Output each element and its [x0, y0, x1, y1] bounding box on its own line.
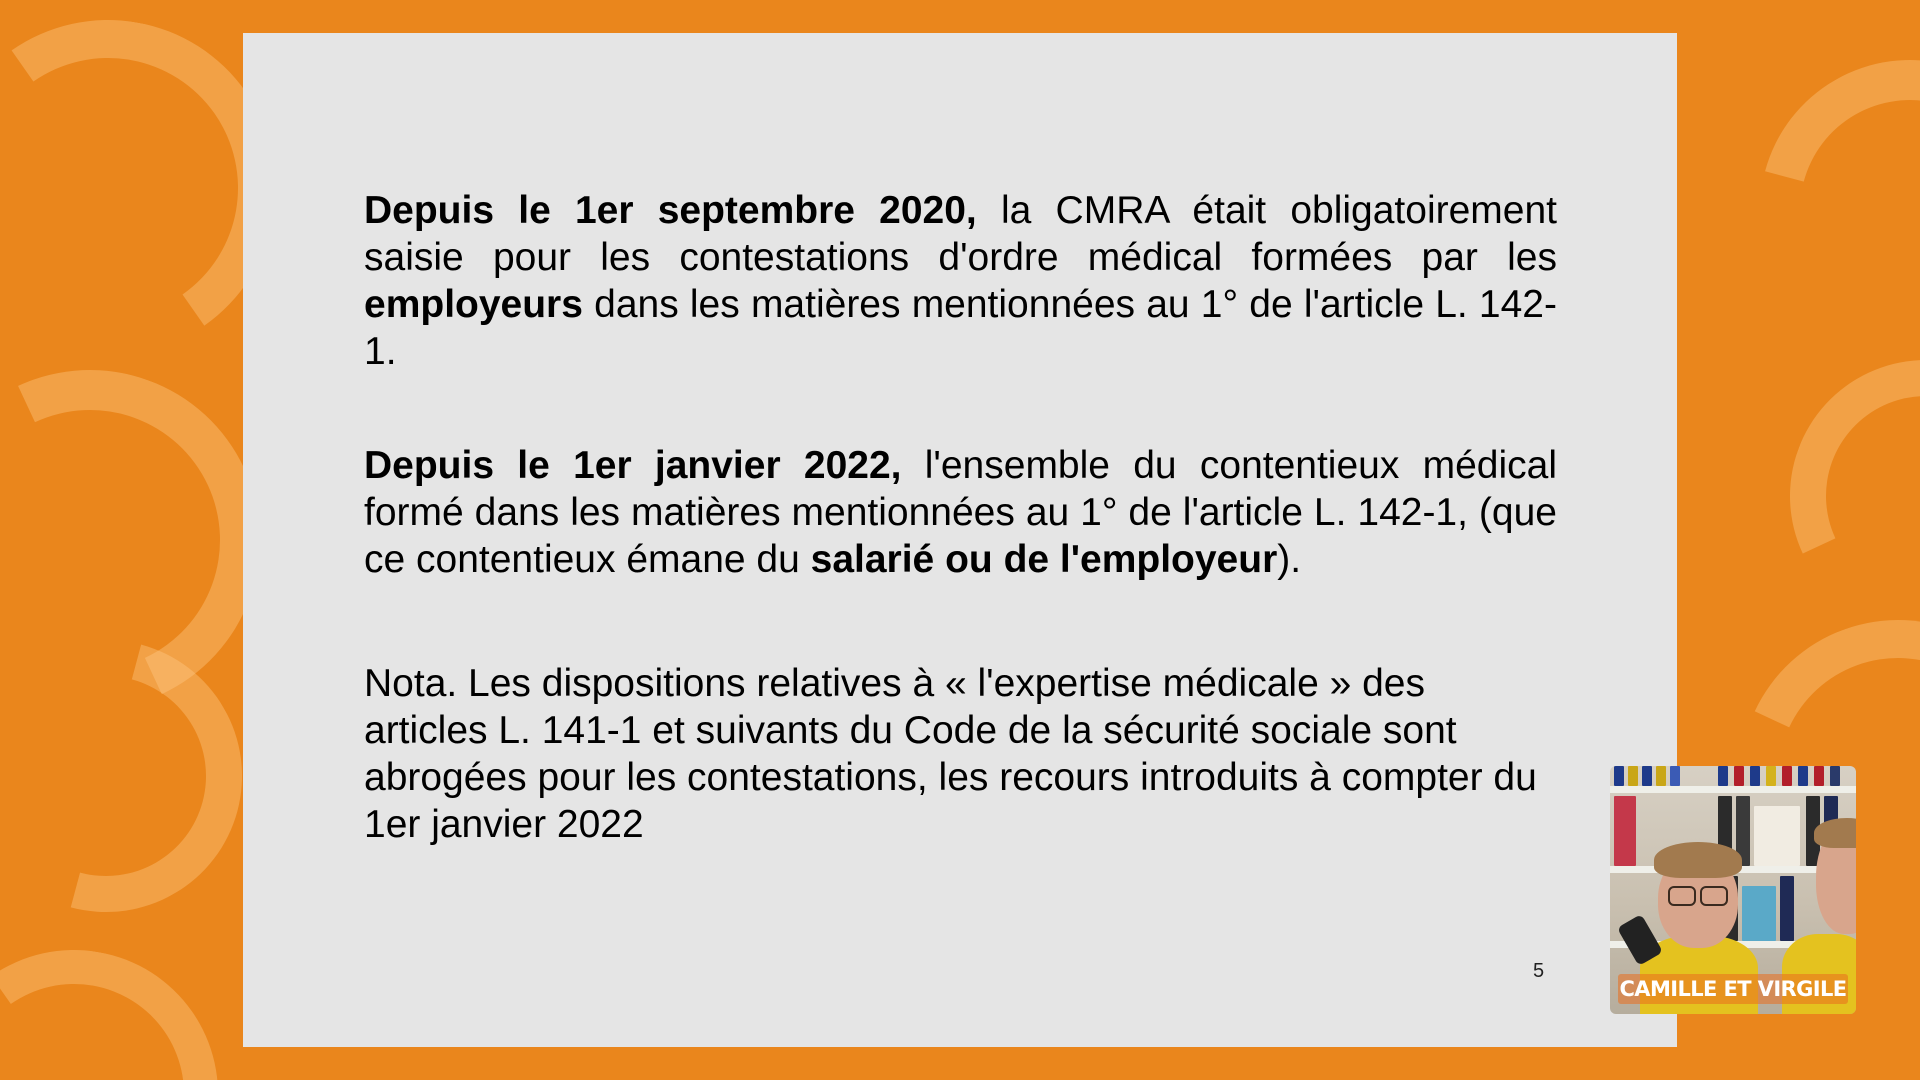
paragraph-1-bold-mid: employeurs [364, 283, 583, 326]
book [1814, 766, 1824, 786]
paragraph-2-bold-mid: salarié ou de l'employeur [810, 538, 1278, 581]
paragraph-cmra-2020 [364, 187, 1557, 375]
book [1718, 766, 1728, 786]
nota-paragraph: Nota. Les dispositions relatives à « l'expertise médicale » des articles L. 141-1 et suivants du Code de la sécurité sociale sont abrogées pour les contestations, les recours introduits à compter du 1er janvier 2022 [364, 662, 1537, 846]
paragraph-2-text-b: ). [1277, 538, 1302, 581]
presenter-left-hair [1654, 842, 1742, 878]
book [1614, 796, 1636, 866]
book [1798, 766, 1808, 786]
paragraph-1-bold-intro: Depuis le 1er septembre 2020, [364, 189, 977, 232]
presenter-left-glasses [1700, 886, 1728, 906]
paragraph-1-text-a: la CMRA était obligatoirement saisie pour les contestations d'ordre médical formées par les [364, 189, 1558, 279]
book [1782, 766, 1792, 786]
paragraph-1-text-b: dans les matières mentionnées au 1° de l'article L. 142-1. [364, 283, 1557, 373]
book [1742, 886, 1776, 941]
book [1614, 766, 1624, 786]
book [1656, 766, 1666, 786]
book [1766, 766, 1776, 786]
presentation-slide [243, 33, 1677, 1047]
paragraph-2-text-a: l'ensemble du contentieux médical formé dans les matières mentionnées au 1° de l'article L. 142-1, (que ce contentieux émane du [364, 444, 1557, 581]
paragraph-contentieux-2022 [364, 442, 1557, 583]
book [1754, 806, 1800, 866]
book [1642, 766, 1652, 786]
presenter-left-glasses [1668, 886, 1696, 906]
book [1628, 766, 1638, 786]
paragraph-2-bold-intro: Depuis le 1er janvier 2022, [364, 444, 902, 487]
webcam-name-label: CAMILLE ET VIRGILE [1618, 974, 1848, 1004]
background-arc-decoration [0, 927, 241, 1080]
background-arc-decoration [1705, 5, 1920, 415]
book [1670, 766, 1680, 786]
slide-page-number: 5 [1533, 960, 1545, 982]
book [1780, 876, 1794, 941]
book [1830, 766, 1840, 786]
background-arc-decoration [1752, 322, 1920, 671]
presenter-right-hair [1814, 818, 1856, 848]
book [1734, 766, 1744, 786]
webcam-overlay [1610, 766, 1856, 1014]
book [1750, 766, 1760, 786]
bookshelf-board [1610, 786, 1856, 793]
